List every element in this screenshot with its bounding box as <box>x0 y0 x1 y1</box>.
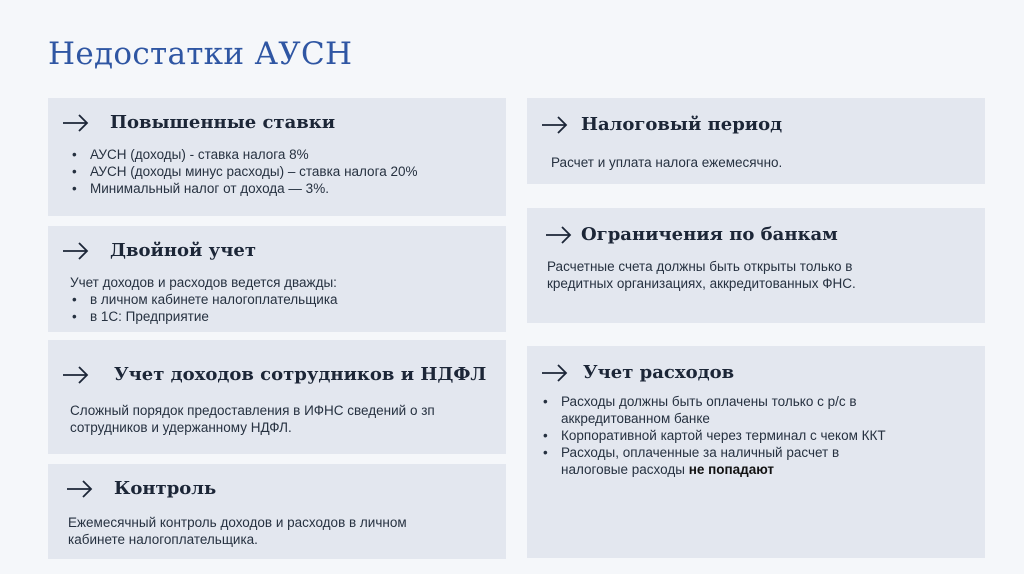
list-item: • Корпоративной картой через терминал с чеком ККТ <box>541 427 921 444</box>
card-heading: Двойной учет <box>110 240 256 261</box>
arrow-right-icon <box>541 116 569 134</box>
list-item: • АУСН (доходы минус расходы) – ставка налога 20% <box>70 163 417 180</box>
card-text-line: кабинете налогоплательщика. <box>68 532 258 547</box>
list-item: • в личном кабинете налогоплательщика <box>70 291 338 308</box>
card-heading: Ограничения по банкам <box>581 224 838 245</box>
card-heading: Учет доходов сотрудников и НДФЛ <box>114 364 487 385</box>
list-item: • АУСН (доходы) - ставка налога 8% <box>70 146 417 163</box>
card-heading: Налоговый период <box>581 114 783 135</box>
card-text-line: Ежемесячный контроль доходов и расходов в личном <box>68 515 407 530</box>
arrow-right-icon <box>541 364 569 382</box>
card-text-line: Сложный порядок предоставления в ИФНС сведений о зп <box>70 403 435 418</box>
arrow-right-icon <box>62 366 90 384</box>
list-item-line: налоговые расходы <box>561 462 689 477</box>
card-double-accounting <box>48 226 506 332</box>
card-text-line: Расчетные счета должны быть открыты только в <box>547 259 853 274</box>
arrow-right-icon <box>62 242 90 260</box>
arrow-right-icon <box>62 114 90 132</box>
card-text-line: сотрудников и удержанному НДФЛ. <box>70 420 292 435</box>
card-text-line: кредитных организациях, аккредитованных ФНС. <box>547 276 856 291</box>
card-text: Учет доходов и расходов ведется дважды: <box>70 275 337 290</box>
arrow-right-icon <box>545 226 573 244</box>
card-bank-limits <box>527 208 985 323</box>
card-tax-period <box>527 98 985 184</box>
card-text: Расчет и уплата налога ежемесячно. <box>551 155 783 170</box>
list-item: • Минимальный налог от дохода — 3%. <box>70 180 417 197</box>
card-control <box>48 464 506 559</box>
card-expenses <box>527 346 985 558</box>
page-title: Недостатки АУСН <box>48 36 353 72</box>
list-item <box>541 444 921 478</box>
list-item: • Расходы должны быть оплачены только с р/с в аккредитованном банке <box>541 393 921 427</box>
card-heading: Повышенные ставки <box>110 112 336 133</box>
list-item-line: Расходы, оплаченные за наличный расчет в <box>561 445 840 460</box>
card-heading: Контроль <box>114 478 217 499</box>
card-employees-ndfl <box>48 340 506 454</box>
emphasis-text: не попадают <box>688 462 775 477</box>
arrow-right-icon <box>66 480 94 498</box>
card-rates <box>48 98 506 216</box>
list-item: • в 1С: Предприятие <box>70 308 338 325</box>
card-heading: Учет расходов <box>583 362 735 383</box>
